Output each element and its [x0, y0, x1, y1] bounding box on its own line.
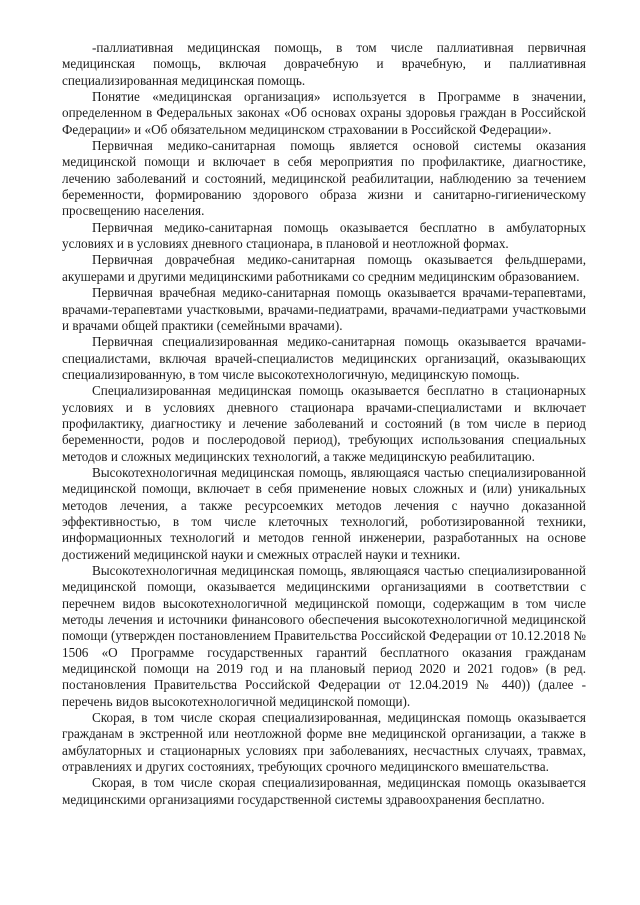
- paragraph-primary-care-free: Первичная медико-санитарная помощь оказывается бесплатно в амбулаторных условиях и в условиях дневного стационара, в плановой и неотложной формах.: [62, 219, 586, 252]
- paragraph-high-tech-care: Высокотехнологичная медицинская помощь, являющаяся частью специализированной медицинской помощи, включает в себя применение новых сложных и (или) уникальных методов лечения, а также ресурсоемких методов лечения с научно доказанной эффективностью, в том числе клеточных технологий, роботизированной техники, информационных технологий и методов генной инженерии, разработанных на основе достижений медицинской науки и смежных отраслей науки и техники.: [62, 464, 586, 562]
- paragraph-high-tech-care-list: Высокотехнологичная медицинская помощь, являющаяся частью специализированной медицинской помощи, оказывается медицинскими организациями в соответствии с перечнем видов высокотехнологичной медицинской помощи, содержащим в том числе методы лечения и источники финансового обеспечения высокотехнологичной медицинской помощи (утвержден постановлением Правительства Российской Федерации от 10.12.2018 № 1506 «О Программе государственных гарантий бесплатного оказания гражданам медицинской помощи на 2019 год и на плановый период 2020 и 2021 годов» (в ред. постановления Правительства Российской Федерации от 12.04.2019 № 440)) (далее - перечень видов высокотехнологичной медицинской помощи).: [62, 563, 586, 709]
- paragraph-medical-organization-definition: Понятие «медицинская организация» используется в Программе в значении, определенном в Федеральных законах «Об основах охраны здоровья граждан в Российской Федерации» и «Об обязательном медицинском страховании в Российской Федерации».: [62, 89, 586, 137]
- paragraph-specialized-care: Специализированная медицинская помощь оказывается бесплатно в стационарных условиях и в условиях дневного стационара врачами-специалистами и включает профилактику, диагностику и лечение заболеваний и состояний (в том числе в период беременности, родов и послеродовой период), требующих использования специальных методов и сложных медицинских технологий, а также медицинскую реабилитацию.: [62, 383, 586, 464]
- document-page: [62, 40, 586, 808]
- paragraph-emergency-care-free: Скорая, в том числе скорая специализированная, медицинская помощь оказывается медицинскими организациями государственной системы здравоохранения бесплатно.: [62, 775, 586, 807]
- paragraph-doctor-primary-care: Первичная врачебная медико-санитарная помощь оказывается врачами-терапевтами, врачами-терапевтами участковыми, врачами-педиатрами, врачами-педиатрами участковыми и врачами общей практики (семейными врачами).: [62, 285, 586, 333]
- paragraph-primary-care-basis: Первичная медико-санитарная помощь является основой системы оказания медицинской помощи и включает в себя мероприятия по профилактике, диагностике, лечению заболеваний и состояний, медицинской реабилитации, наблюдению за течением беременности, формированию здорового образа жизни и санитарно-гигиеническому просвещению населения.: [62, 138, 586, 219]
- paragraph-specialized-primary-care: Первичная специализированная медико-санитарная помощь оказывается врачами-специалистами, включая врачей-специалистов медицинских организаций, оказывающих специализированную, в том числе высокотехнологичную, медицинскую помощь.: [62, 334, 586, 382]
- paragraph-palliative-care: -паллиативная медицинская помощь, в том числе паллиативная первичная медицинская помощь, включая доврачебную и врачебную, и паллиативная специализированная медицинская помощь.: [62, 40, 586, 88]
- paragraph-pre-doctor-care: Первичная доврачебная медико-санитарная помощь оказывается фельдшерами, акушерами и другими медицинскими работниками со средним медицинским образованием.: [62, 252, 586, 284]
- paragraph-emergency-care: Скорая, в том числе скорая специализированная, медицинская помощь оказывается гражданам в экстренной или неотложной форме вне медицинской организации, а также в амбулаторных и стационарных условиях при заболеваниях, несчастных случаях, травмах, отравлениях и других состояниях, требующих срочного медицинского вмешательства.: [62, 710, 586, 775]
